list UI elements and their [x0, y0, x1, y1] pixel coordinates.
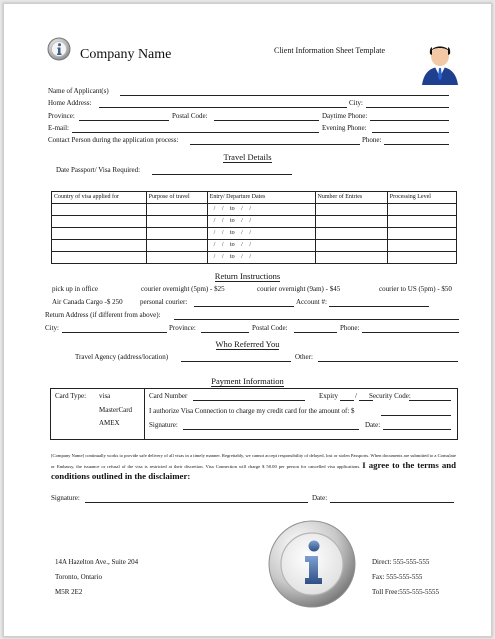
return-phone-field[interactable] [362, 332, 459, 333]
authorize-label: I authorize Visa Connection to charge my credit card for the amount of: $ [149, 407, 355, 415]
payment-box: Card Type: visa MasterCard AMEX Card Number Expiry / Security Code: I authorize Visa Connection to charge my credit card for the amount of: $ Signature: Date: [50, 388, 458, 440]
contact-phone-label: Phone: [362, 136, 382, 144]
expiry-year-field[interactable] [359, 400, 373, 401]
return-city-label: City: [45, 324, 60, 332]
expiry-month-field[interactable] [340, 400, 354, 401]
date-cell[interactable]: / / to / / [207, 228, 315, 240]
home-address-label: Home Address: [48, 99, 92, 107]
payment-signature-field[interactable] [183, 429, 359, 430]
businessman-icon [416, 37, 464, 85]
return-address-label: Return Address (if different from above): [45, 311, 161, 319]
date-cell[interactable]: / / to / / [207, 252, 315, 264]
return-city-field[interactable] [62, 332, 167, 333]
expiry-label: Expiry [319, 392, 339, 400]
referral-heading: Who Referred You [215, 339, 280, 349]
contact-phone-field[interactable] [384, 144, 449, 145]
payment-signature-label: Signature: [149, 421, 178, 429]
payment-heading: Payment Information [211, 376, 284, 386]
footer-direct-phone: Direct: 555-555-555 [372, 558, 430, 566]
evening-phone-label: Evening Phone: [322, 124, 367, 132]
date-required-field[interactable] [152, 174, 292, 175]
card-mastercard-option[interactable]: MasterCard [99, 406, 133, 414]
province-field[interactable] [79, 120, 169, 121]
courier-9am-option[interactable]: courier overnight (9am) - $45 [257, 285, 341, 293]
contact-person-field[interactable] [190, 144, 360, 145]
document-page [3, 3, 492, 637]
disclaimer-signature-label: Signature: [51, 494, 80, 502]
footer-fax: Fax: 555-555-555 [372, 573, 423, 581]
home-address-field[interactable] [99, 107, 347, 108]
return-province-label: Province: [169, 324, 196, 332]
personal-courier-field[interactable] [194, 306, 294, 307]
email-label: E-mail: [48, 124, 69, 132]
applicant-name-field[interactable] [120, 95, 449, 96]
amount-field[interactable] [381, 415, 451, 416]
travel-agency-label: Travel Agency (address/location) [75, 353, 169, 361]
column-header: Entry/ Departure Dates [207, 192, 315, 204]
travel-details-heading: Travel Details [223, 152, 272, 162]
disclaimer-date-label: Date: [312, 494, 328, 502]
column-header: Processing Level [387, 192, 456, 204]
footer-address-line2: Toronto, Ontario [55, 573, 102, 581]
other-label: Other: [295, 353, 313, 361]
city-field[interactable] [366, 107, 449, 108]
return-postal-field[interactable] [294, 332, 337, 333]
table-row[interactable] [52, 204, 457, 216]
column-header: Purpose of travel [146, 192, 207, 204]
card-type-label: Card Type: [55, 392, 87, 400]
company-name: Company Name [80, 47, 172, 62]
footer-address-line3: M5R 2E2 [55, 588, 83, 596]
personal-courier-label: personal courier: [140, 298, 188, 306]
return-province-field[interactable] [201, 332, 249, 333]
date-cell[interactable]: / / to / / [207, 204, 315, 216]
disclaimer-signature-field[interactable] [85, 502, 308, 503]
security-code-label: Security Code: [369, 392, 411, 400]
table-row[interactable] [52, 252, 457, 264]
card-number-field[interactable] [193, 400, 305, 401]
column-header: Number of Entries [315, 192, 387, 204]
date-cell[interactable]: / / to / / [207, 240, 315, 252]
card-amex-option[interactable]: AMEX [99, 419, 120, 427]
date-required-label: Date Passport/ Visa Required: [56, 166, 141, 174]
table-row[interactable] [52, 228, 457, 240]
info-icon [47, 37, 71, 61]
table-row[interactable] [52, 240, 457, 252]
disclaimer-date-field[interactable] [330, 502, 454, 503]
applicant-name-label: Name of Applicant(s) [48, 87, 109, 95]
courier-5pm-option[interactable]: courier overnight (5pm) - $25 [141, 285, 225, 293]
contact-person-label: Contact Person during the application process: [48, 136, 179, 144]
email-field[interactable] [72, 132, 319, 133]
card-visa-option[interactable]: visa [99, 392, 111, 400]
return-phone-label: Phone: [340, 324, 360, 332]
account-label: Account #: [296, 298, 327, 306]
document-title: Client Information Sheet Template [274, 46, 386, 55]
return-address-field[interactable] [174, 319, 459, 320]
card-number-label: Card Number [149, 392, 188, 400]
security-code-field[interactable] [409, 400, 451, 401]
agree-statement: I agree to the terms and conditions outlined in the disclaimer: [51, 460, 456, 481]
postal-code-field[interactable] [214, 120, 319, 121]
disclaimer-text: [Company Name] continually works to provide safe delivery of all visas in a timely manner. Regrettably, we cannot accept responsibility of delayed, lost or stolen Passports. When documents are submitted to a Consulate or Embassy, the issuance or refusal of the visa is restricted at their discretion. Visa Connection will charge $ 50.00 per person for cancelled visa applications. I agree to the terms and conditions outlined in the disclaimer: [51, 453, 456, 481]
travel-agency-field[interactable] [181, 361, 291, 362]
return-instructions-heading: Return Instructions [214, 271, 281, 281]
postal-code-label: Postal Code: [172, 112, 208, 120]
daytime-phone-label: Daytime Phone: [322, 112, 368, 120]
column-header: Country of visa applied for [52, 192, 147, 204]
footer-tollfree: Toll Free:555-555-5555 [372, 588, 439, 596]
table-row[interactable] [52, 216, 457, 228]
province-label: Province: [48, 112, 75, 120]
date-cell[interactable]: / / to / / [207, 216, 315, 228]
payment-date-label: Date: [365, 421, 381, 429]
footer-address-line1: 14A Hazelton Ave., Suite 204 [55, 558, 139, 566]
city-label: City: [349, 99, 364, 107]
return-postal-label: Postal Code: [252, 324, 288, 332]
courier-us-option[interactable]: courier to US (5pm) - $50 [379, 285, 452, 293]
info-icon [267, 519, 357, 609]
daytime-phone-field[interactable] [370, 120, 449, 121]
payment-date-field[interactable] [383, 429, 451, 430]
travel-table [51, 191, 457, 264]
air-canada-option[interactable]: Air Canada Cargo -$ 250 [52, 298, 123, 306]
other-field[interactable] [318, 361, 458, 362]
table-header-row [52, 192, 457, 204]
evening-phone-field[interactable] [372, 132, 449, 133]
pickup-option[interactable]: pick up in office [52, 285, 98, 293]
account-field[interactable] [329, 306, 429, 307]
